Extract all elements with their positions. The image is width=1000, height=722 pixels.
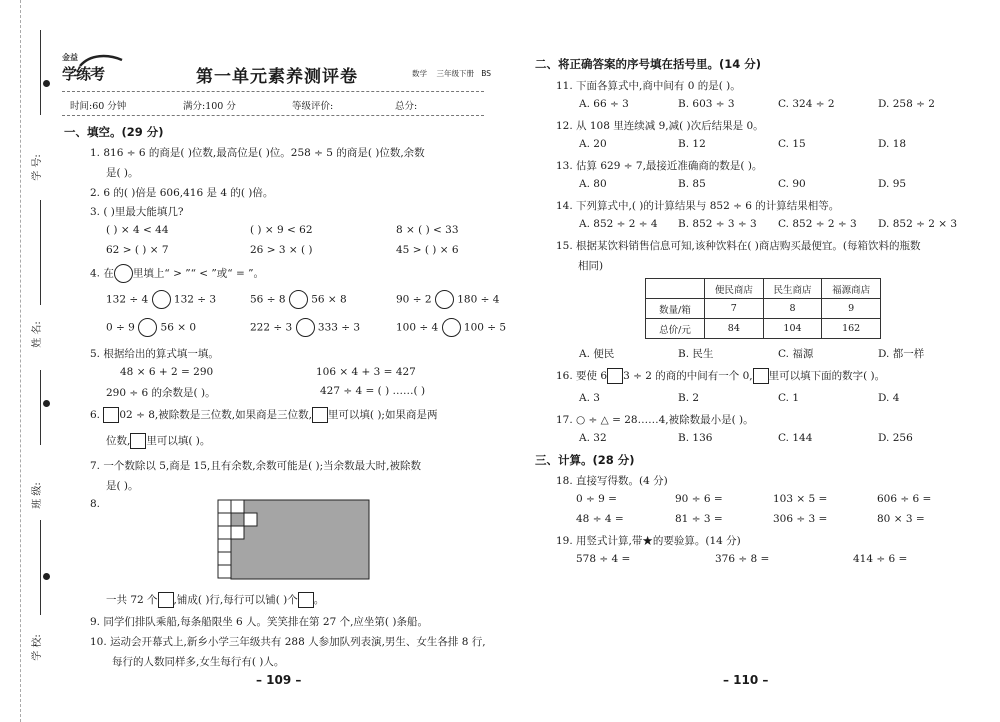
binding-dash-line bbox=[20, 0, 21, 722]
compare-circle[interactable] bbox=[442, 318, 461, 337]
sidebar-xuexiao: 学 校: bbox=[31, 634, 43, 661]
q16-text: 里可以填下面的数字( )。 bbox=[768, 370, 886, 382]
table-cell: 便民商店 bbox=[705, 279, 764, 299]
header-subject: 数学 bbox=[412, 69, 427, 78]
q4-left: 0 ÷ 9 bbox=[106, 321, 135, 334]
option: B. 603 ÷ 3 bbox=[678, 98, 735, 110]
option: A. 20 bbox=[579, 138, 607, 150]
calc-item: 90 ÷ 6 = bbox=[675, 493, 723, 505]
q1-line2: 是( )。 bbox=[106, 167, 139, 179]
calc-item: 103 × 5 = bbox=[773, 493, 828, 505]
q8-text: ,铺成( )行,每行可以铺( )个 bbox=[173, 594, 298, 606]
header-rule bbox=[62, 91, 484, 92]
table-cell: 7 bbox=[705, 299, 764, 319]
q4-right: 56 × 0 bbox=[160, 321, 197, 334]
q8-answer-line bbox=[106, 592, 324, 608]
q3-item: 45 > ( ) × 6 bbox=[396, 244, 459, 256]
digit-box[interactable] bbox=[753, 368, 769, 384]
table-cell: 福源商店 bbox=[822, 279, 881, 299]
q11: 11. 下面各算式中,商中间有 0 的是( )。 bbox=[556, 80, 741, 92]
q4-right: 56 × 8 bbox=[311, 293, 347, 306]
q4-item bbox=[250, 290, 347, 309]
option: B. 136 bbox=[678, 432, 713, 444]
q10-line2: 每行的人数同样多,女生每行有( )人。 bbox=[112, 656, 285, 668]
q4-left: 100 ÷ 4 bbox=[396, 321, 439, 334]
q4-right: 100 ÷ 5 bbox=[463, 321, 507, 334]
q16-text: 16. 要使 6 bbox=[556, 370, 608, 382]
q4-text-b: 里填上“ > ”“ < ”或“ = ”。 bbox=[132, 267, 264, 280]
q10-line1: 10. 运动会开幕式上,新乡小学三年级共有 288 人参加队列表演,男生、女生各排 8 行, bbox=[90, 636, 486, 648]
binding-hole bbox=[43, 400, 50, 407]
q6-text: 02 ÷ 8,被除数是三位数,如果商是三位数, bbox=[119, 409, 312, 421]
q2: 2. 6 的( )倍是 606,416 是 4 的( )倍。 bbox=[90, 187, 274, 199]
option: C. 144 bbox=[778, 432, 813, 444]
binding-hole bbox=[43, 80, 50, 87]
table-row bbox=[646, 299, 881, 319]
q6-line1 bbox=[90, 407, 437, 423]
table-cell: 104 bbox=[763, 319, 822, 339]
section-1-heading: 一、填空。(29 分) bbox=[64, 125, 164, 139]
q13: 13. 估算 629 ÷ 7,最接近准确商的数是( )。 bbox=[556, 160, 763, 172]
option: B. 2 bbox=[678, 392, 700, 404]
logo-top-text: 金益 bbox=[62, 53, 78, 62]
q8: 8. bbox=[90, 498, 101, 510]
option: A. 80 bbox=[579, 178, 607, 190]
calc-item: 0 ÷ 9 = bbox=[576, 493, 617, 505]
q17: 17. ○ ÷ △ = 28……4,被除数最小是( )。 bbox=[556, 414, 754, 426]
sidebar-xingming: 姓 名: bbox=[31, 321, 43, 348]
header-edition: BS bbox=[481, 69, 491, 78]
option: D. 256 bbox=[878, 432, 913, 444]
option: A. 852 ÷ 2 ÷ 4 bbox=[579, 218, 658, 230]
q15-line2: 相同) bbox=[578, 260, 604, 272]
compare-circle[interactable] bbox=[435, 290, 454, 309]
page-number-right: – 110 – bbox=[723, 673, 769, 687]
section-3-heading: 三、计算。(28 分) bbox=[535, 453, 635, 467]
q7-line1: 7. 一个数除以 5,商是 15,且有余数,余数可能是( );当余数最大时,被除数 bbox=[90, 460, 421, 472]
q6-text: 里可以填( )。 bbox=[146, 435, 211, 447]
option: B. 12 bbox=[678, 138, 706, 150]
q4-left: 132 ÷ 4 bbox=[106, 293, 149, 306]
q1-line1: 1. 816 ÷ 6 的商是( )位数,最高位是( )位。258 ÷ 5 的商是( )位数,余数 bbox=[90, 147, 425, 159]
info-time: 时间:60 分钟 bbox=[70, 101, 127, 112]
q5-eq-text: 48 × 6 + 2 = 290 bbox=[120, 366, 214, 378]
table-cell: 数量/箱 bbox=[646, 299, 705, 319]
option: A. 66 ÷ 3 bbox=[579, 98, 629, 110]
table-row bbox=[646, 279, 881, 299]
compare-circle[interactable] bbox=[152, 290, 171, 309]
q4-right: 333 ÷ 3 bbox=[317, 321, 361, 334]
q3-item: 8 × ( ) < 33 bbox=[396, 224, 459, 236]
header-meta bbox=[412, 68, 491, 79]
compare-circle[interactable] bbox=[138, 318, 157, 337]
q3-item: ( ) × 9 < 62 bbox=[250, 224, 313, 236]
compare-circle[interactable] bbox=[289, 290, 308, 309]
q4-item bbox=[250, 318, 360, 337]
q4-right: 180 ÷ 4 bbox=[457, 293, 500, 306]
q16 bbox=[556, 368, 885, 384]
q8-text: 。 bbox=[313, 594, 325, 606]
sidebar-xuehao: 学 号: bbox=[31, 154, 43, 181]
digit-box[interactable] bbox=[130, 433, 146, 449]
q5-fill-left: 290 ÷ 6 的余数是( )。 bbox=[106, 387, 216, 399]
q4 bbox=[90, 264, 264, 283]
q14: 14. 下列算式中,( )的计算结果与 852 ÷ 6 的计算结果相等。 bbox=[556, 200, 840, 212]
calc-item: 606 ÷ 6 = bbox=[877, 493, 932, 505]
table-cell: 8 bbox=[763, 299, 822, 319]
option: A. 3 bbox=[579, 392, 600, 404]
q7-line2: 是( )。 bbox=[106, 480, 139, 492]
option: C. 15 bbox=[778, 138, 806, 150]
q6-num: 6. bbox=[90, 409, 101, 421]
logo-swoosh bbox=[78, 54, 124, 68]
q9: 9. 同学们排队乘船,每条船限坐 6 人。笑笑排在第 27 个,应坐第( )条船。 bbox=[90, 616, 428, 628]
option: B. 民生 bbox=[678, 348, 714, 360]
table-cell: 162 bbox=[822, 319, 881, 339]
tile-diagram bbox=[215, 497, 371, 581]
sidebar-line bbox=[40, 370, 41, 445]
q4-item bbox=[396, 290, 499, 309]
calc-item: 81 ÷ 3 = bbox=[675, 513, 723, 525]
q15-line1: 15. 根据某饮料销售信息可知,该种饮料在( )商店购买最便宜。(每箱饮料的瓶数 bbox=[556, 240, 921, 252]
q5-fill-right: 427 ÷ 4 = ( ) ……( ) bbox=[320, 385, 426, 397]
q8-text: 一共 72 个 bbox=[106, 594, 158, 606]
digit-box[interactable] bbox=[607, 368, 623, 384]
page-number-left: – 109 – bbox=[256, 673, 302, 687]
q5: 5. 根据给出的算式填一填。 bbox=[90, 348, 219, 360]
digit-box[interactable] bbox=[312, 407, 328, 423]
q16-text: 3 ÷ 2 的商的中间有一个 0, bbox=[623, 370, 753, 382]
compare-circle[interactable] bbox=[296, 318, 315, 337]
section-2-heading: 二、将正确答案的序号填在括号里。(14 分) bbox=[535, 57, 762, 71]
option: D. 4 bbox=[878, 392, 900, 404]
q4-left: 56 ÷ 8 bbox=[250, 293, 286, 306]
q4-left: 222 ÷ 3 bbox=[250, 321, 293, 334]
q4-text-a: 4. 在 bbox=[90, 267, 114, 280]
compare-circle[interactable] bbox=[114, 264, 133, 283]
q6-text: 里可以填( );如果商是两 bbox=[327, 409, 438, 421]
calc-item: 80 × 3 = bbox=[877, 513, 925, 525]
digit-box[interactable] bbox=[103, 407, 119, 423]
option: C. 1 bbox=[778, 392, 800, 404]
q6-line2 bbox=[106, 433, 210, 449]
option: D. 18 bbox=[878, 138, 907, 150]
table-cell: 总价/元 bbox=[646, 319, 705, 339]
calc-item: 414 ÷ 6 = bbox=[853, 553, 908, 565]
calc-item: 376 ÷ 8 = bbox=[715, 553, 770, 565]
tile-box bbox=[158, 592, 174, 608]
header-grade: 三年级下册 bbox=[436, 69, 475, 78]
header-rule bbox=[62, 115, 484, 116]
table-cell bbox=[646, 279, 705, 299]
option: B. 852 ÷ 3 ÷ 3 bbox=[678, 218, 757, 230]
option: D. 都一样 bbox=[878, 348, 925, 360]
q3-item: 62 > ( ) × 7 bbox=[106, 244, 169, 256]
option: A. 便民 bbox=[579, 348, 615, 360]
q4-item bbox=[396, 318, 506, 337]
table-cell: 84 bbox=[705, 319, 764, 339]
info-total: 总分: bbox=[395, 101, 418, 112]
sidebar-banji: 班 级: bbox=[31, 482, 43, 509]
option: C. 90 bbox=[778, 178, 806, 190]
q5-eq-right: 106 × 4 + 3 = 427 bbox=[316, 366, 416, 378]
sidebar-line bbox=[40, 30, 41, 115]
q4-left: 90 ÷ 2 bbox=[396, 293, 432, 306]
option: D. 258 ÷ 2 bbox=[878, 98, 935, 110]
q3: 3. ( )里最大能填几? bbox=[90, 206, 184, 218]
option: D. 852 ÷ 2 × 3 bbox=[878, 218, 958, 230]
page-title: 第一单元素养测评卷 bbox=[196, 67, 358, 87]
option: C. 324 ÷ 2 bbox=[778, 98, 835, 110]
q19: 19. 用竖式计算,带★的要验算。(14 分) bbox=[556, 535, 741, 547]
tile-box bbox=[298, 592, 314, 608]
sidebar-line bbox=[40, 520, 41, 615]
q5-eq-left bbox=[120, 366, 213, 378]
binding-hole bbox=[43, 573, 50, 580]
option: C. 福源 bbox=[778, 348, 814, 360]
info-score: 满分:100 分 bbox=[183, 101, 236, 112]
q4-item bbox=[106, 318, 196, 337]
table-row bbox=[646, 319, 881, 339]
q4-right: 132 ÷ 3 bbox=[173, 293, 217, 306]
calc-item: 578 ÷ 4 = bbox=[576, 553, 631, 565]
q3-item: ( ) × 4 < 44 bbox=[106, 224, 169, 236]
q6-text: 位数, bbox=[106, 435, 131, 447]
q12: 12. 从 108 里连续减 9,减( )次后结果是 0。 bbox=[556, 120, 764, 132]
q3-item: 26 > 3 × ( ) bbox=[250, 244, 313, 256]
calc-item: 48 ÷ 4 = bbox=[576, 513, 624, 525]
price-table bbox=[645, 278, 881, 339]
q18: 18. 直接写得数。(4 分) bbox=[556, 475, 668, 487]
option: D. 95 bbox=[878, 178, 907, 190]
calc-item: 306 ÷ 3 = bbox=[773, 513, 828, 525]
info-level: 等级评价: bbox=[292, 101, 334, 112]
option: C. 852 ÷ 2 ÷ 3 bbox=[778, 218, 857, 230]
table-cell: 9 bbox=[822, 299, 881, 319]
sidebar-line bbox=[40, 200, 41, 305]
logo-main-text: 学练考 bbox=[62, 65, 105, 83]
q4-item bbox=[106, 290, 216, 309]
table-cell: 民生商店 bbox=[763, 279, 822, 299]
option: B. 85 bbox=[678, 178, 706, 190]
option: A. 32 bbox=[579, 432, 607, 444]
